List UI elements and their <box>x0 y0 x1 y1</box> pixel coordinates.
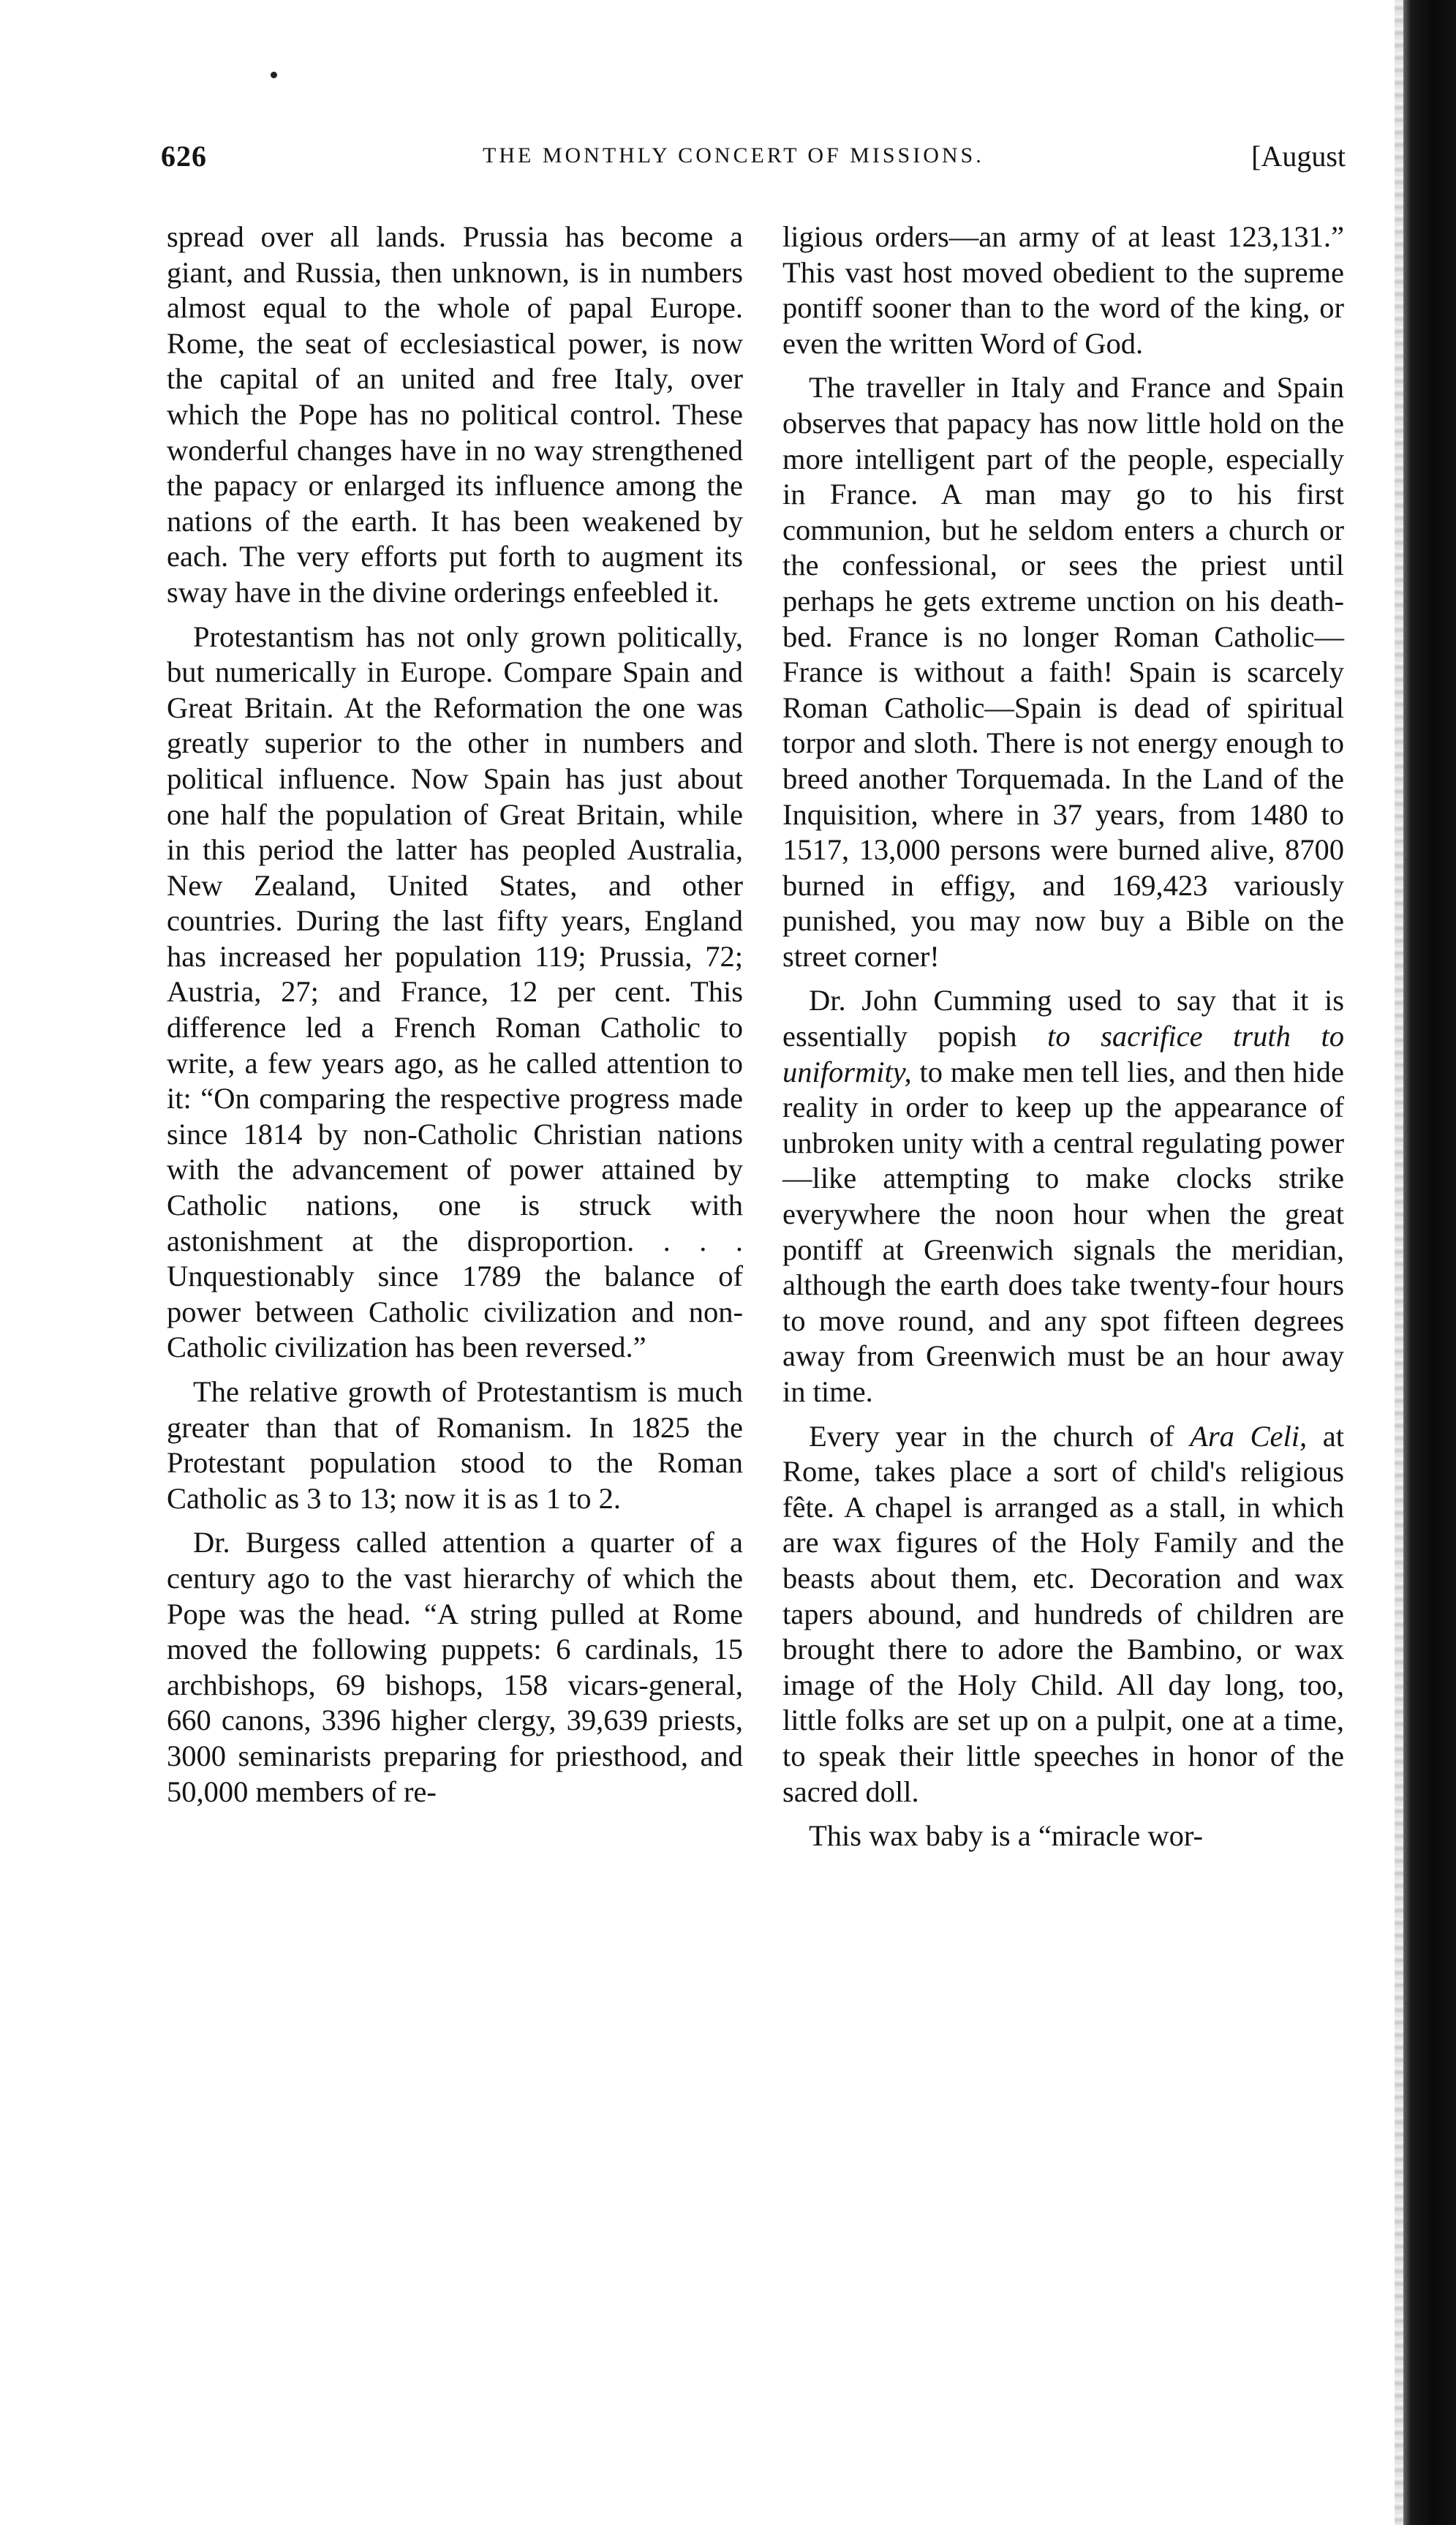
paragraph: Dr. Burgess called attention a quarter of a century ago to the vast hierarchy of which the Pope was the head. “A string pulled at Rome moved the following puppets: 6 cardinals, 15 archbishops, 69 bishops, 158 vicars-general, 660 canons, 3396 higher clergy, 39,639 priests, 3000 seminarists preparing for priesthood, and 50,000 members of re- <box>167 1526 743 1808</box>
running-head <box>161 139 1346 183</box>
right-column <box>782 219 1344 1863</box>
paragraph <box>782 1419 1344 1810</box>
binding-shadow <box>1403 0 1456 2525</box>
text-run: at Rome, takes place a sort of child's religious fête. A chapel is arranged as a stall, in which are wax figures of the Holy Family and the beasts about them, etc. Decoration and wax tapers abound, and hundreds of children are brought there to adore the Bambino, or wax image of the Holy Child. All day long, too, little folks are set up on a pulpit, one at a time, to speak their little speeches in honor of the sacred doll. <box>782 1419 1345 1808</box>
journal-title: THE MONTHLY CONCERT OF MISSIONS. <box>483 143 984 168</box>
page-number: 626 <box>161 140 207 173</box>
paragraph <box>782 983 1344 1410</box>
paragraph: The traveller in Italy and France and Spain observes that papacy has now little hold on the more intelligent part of the people, especially in France. A man may go to his first communion, but he seldom enters a church or the confessional, or sees the priest until perhaps he gets extreme unction on his death-bed. France is no longer Roman Catholic—France is without a faith! Spain is scarcely Roman Catholic—Spain is dead of spiritual torpor and sloth. There is not energy enough to breed another Torquemada. In the Land of the Inquisition, where in 37 years, from 1480 to 1517, 13,000 persons were burned alive, 8700 burned in effigy, and 169,423 variously punished, you may now buy a Bible on the street corner! <box>782 371 1344 973</box>
text-run: Dr. John Cumming used to say that it is essentially popish <box>782 984 1344 1053</box>
paragraph: This wax baby is a “miracle wor- <box>809 1819 1203 1853</box>
print-speck <box>271 72 277 78</box>
issue-month: [August <box>1251 140 1346 173</box>
italic-phrase: to sacrifice truth to uniformity, <box>782 1020 1344 1088</box>
paragraph: ligious orders—an army of at least 123,131.” This vast host moved obedient to the supreme pontiff sooner than to the word of the king, or even the written Word of God. <box>782 220 1344 360</box>
text-run: Every year in the church of <box>809 1419 1191 1453</box>
paragraph: The relative growth of Protestantism is much greater than that of Romanism. In 1825 the Protestant population stood to the Roman Catholic as 3 to 13; now it is as 1 to 2. <box>167 1375 743 1515</box>
text-run: to make men tell lies, and then hide reality in order to keep up the appearance of unbroken unity with a central regulating power—like attempting to make clocks strike everywhere the noon hour when the great pontiff at Greenwich signals the meridian, although the earth does take twenty-four hours to move round, and any spot fifteen degrees away from Greenwich must be an hour away in time. <box>782 1055 1344 1408</box>
paragraph: Protestantism has not only grown politically, but numerically in Europe. Compare Spain and Great Britain. At the Reformation the one was greatly superior to the other in numbers and political influence. Now Spain has just about one half the population of Great Britain, while in this period the latter has peopled Australia, New Zealand, United States, and other countries. During the last fifty years, England has increased her population 119; Prussia, 72; Austria, 27; and France, 12 per cent. This difference led a French Roman Catholic to write, a few years ago, as he called attention to it: “On comparing the respective progress made since 1814 by non-Catholic Christian nations with the advancement of power attained by Catholic nations, one is struck with astonishment at the disproportion. . . . Unquestionably since 1789 the balance of power between Catholic civilization and non-Catholic civilization has been reversed.” <box>167 620 743 1364</box>
paragraph: spread over all lands. Prussia has become a giant, and Russia, then unknown, is in numbers almost equal to the whole of papal Europe. Rome, the seat of ecclesiastical power, is now the capital of an united and free Italy, over which the Pope has no political control. These wonderful changes have in no way strengthened the papacy or enlarged its influence among the nations of the earth. It has been weakened by each. The very efforts put forth to augment its sway have in the divine orderings enfeebled it. <box>167 220 743 609</box>
left-column <box>167 219 743 1818</box>
italic-phrase: Ara Celi, <box>1190 1419 1308 1453</box>
